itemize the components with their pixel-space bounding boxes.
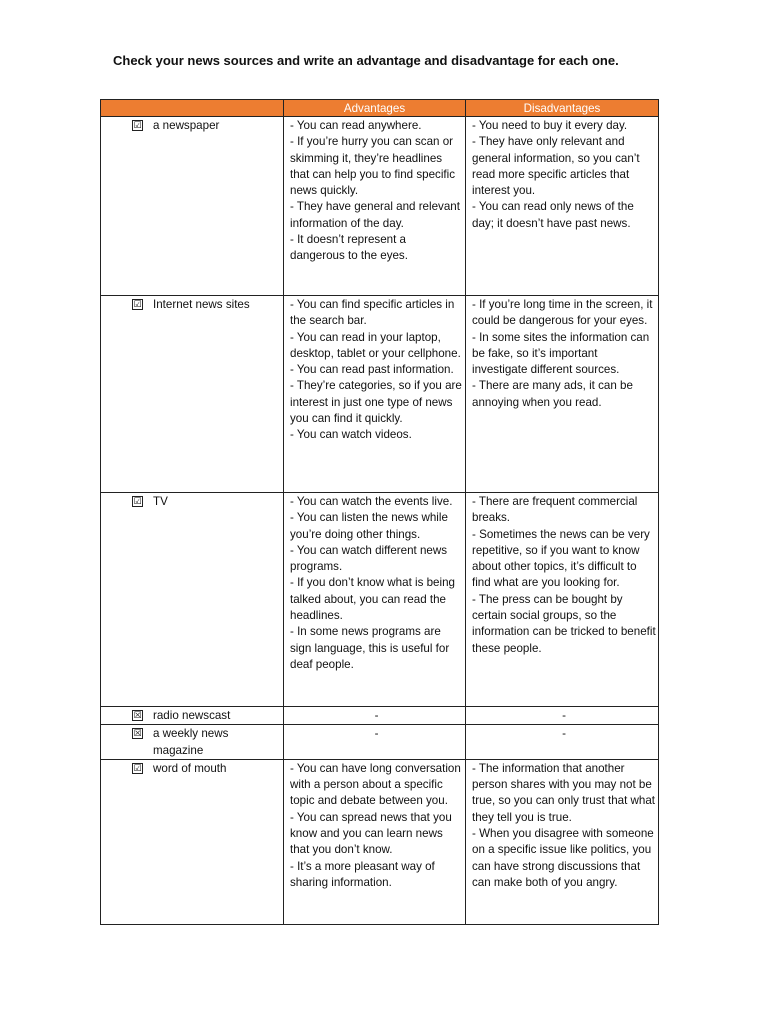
source-label: a weekly news magazine (153, 727, 229, 757)
disadvantage-item: - In some sites the information can be fake, so it’s important investigate different sources. (472, 330, 650, 377)
advantage-item: - (374, 727, 379, 741)
advantages-cell (284, 725, 466, 760)
advantage-item: - In some news programs are sign language, this is useful for deaf people. (290, 625, 450, 671)
header-advantages: Advantages (284, 100, 466, 117)
checked-box-icon: ☑ (133, 762, 142, 773)
advantages-cell (284, 493, 466, 707)
news-sources-table (100, 99, 659, 925)
checked-box-icon: ☑ (133, 299, 142, 309)
advantages-cell (284, 759, 466, 924)
advantages-cell (284, 117, 466, 296)
table-row (101, 296, 659, 493)
advantages-cell (284, 296, 466, 493)
page-title: Check your news sources and write an advantage and disadvantage for each one. (113, 53, 619, 68)
disadvantages-cell (466, 725, 659, 760)
disadvantage-item: - There are frequent commercial breaks. (472, 495, 638, 525)
advantage-item: - They have general and relevant information of the day. (290, 200, 460, 230)
disadvantage-item: - If you’re long time in the screen, it could be dangerous for your eyes. (472, 298, 653, 328)
advantage-item: - If you’re hurry you can scan or skimming it, they’re headlines that can help you to find specific news quickly. (290, 135, 455, 198)
disadvantages-cell (466, 296, 659, 493)
source-label: Internet news sites (153, 298, 250, 311)
checked-box-icon: ☑ (133, 496, 142, 506)
source-cell (101, 117, 284, 296)
source-label: radio newscast (153, 709, 231, 722)
disadvantages-cell (466, 759, 659, 924)
source-label: a newspaper (153, 119, 220, 132)
disadvantage-item: - You can read only news of the day; it doesn’t have past news. (472, 200, 634, 230)
advantage-item: - They’re categories, so if you are interest in just one type of news you can find it quickly. (290, 379, 462, 426)
crossed-box-icon: ☒ (133, 728, 142, 739)
source-cell (101, 493, 284, 707)
disadvantage-item: - The press can be bought by certain social groups, so the information can be tricked to benefit these people. (472, 592, 656, 655)
advantage-item: - (374, 709, 379, 722)
crossed-box-icon: ☒ (133, 710, 142, 720)
source-cell (101, 725, 284, 760)
disadvantage-item: - (562, 727, 566, 741)
disadvantage-item: - Sometimes the news can be very repetitive, so if you want to know about other topics, it’s difficult to find what are you looking for. (472, 527, 650, 590)
advantage-item: - You can have long conversation with a person about a specific topic and debate between you. (290, 761, 461, 808)
source-cell (101, 296, 284, 493)
disadvantages-cell (466, 707, 659, 725)
advantage-item: - You can spread news that you know and you can learn news that you don’t know. (290, 810, 452, 857)
disadvantages-cell (466, 117, 659, 296)
advantage-item: - You can read anywhere. (290, 119, 422, 132)
header-disadvantages: Disadvantages (466, 100, 659, 117)
advantage-item: - You can listen the news while you’re doing other things. (290, 511, 448, 541)
table-row (101, 117, 659, 296)
source-label: TV (153, 495, 168, 508)
disadvantage-item: - When you disagree with someone on a specific issue like politics, you can have strong discussions that can make both of you angry. (472, 827, 654, 889)
disadvantage-item: - You need to buy it every day. (472, 119, 628, 132)
source-cell (101, 707, 284, 725)
table-row (101, 725, 659, 760)
advantages-cell (284, 707, 466, 725)
table-row (101, 493, 659, 707)
disadvantage-item: - They have only relevant and general information, so you can’t read more specific articles that interest you. (472, 135, 640, 198)
table-row (101, 707, 659, 725)
advantage-item: - It doesn’t represent a dangerous to the eyes. (290, 233, 408, 263)
advantage-item: - If you don’t know what is being talked about, you can read the headlines. (290, 576, 455, 623)
disadvantage-item: - There are many ads, it can be annoying when you read. (472, 379, 633, 409)
checked-box-icon: ☑ (133, 120, 142, 130)
advantage-item: - You can watch videos. (290, 428, 412, 442)
advantage-item: - You can watch the events live. (290, 495, 453, 508)
source-cell (101, 759, 284, 924)
source-label: word of mouth (153, 761, 227, 775)
advantage-item: - You can find specific articles in the search bar. (290, 298, 455, 328)
advantage-item: - You can read past information. (290, 363, 454, 377)
disadvantage-item: - (562, 709, 566, 722)
advantage-item: - You can read in your laptop, desktop, tablet or your cellphone. (290, 330, 461, 360)
table-row (101, 759, 659, 924)
header-source (101, 100, 284, 117)
disadvantage-item: - The information that another person shares with you may not be true, so you can only trust that what they tell you is true. (472, 761, 656, 824)
disadvantages-cell (466, 493, 659, 707)
advantage-item: - It’s a more pleasant way of sharing information. (290, 859, 435, 889)
advantage-item: - You can watch different news programs. (290, 543, 448, 574)
header-row (101, 100, 659, 117)
